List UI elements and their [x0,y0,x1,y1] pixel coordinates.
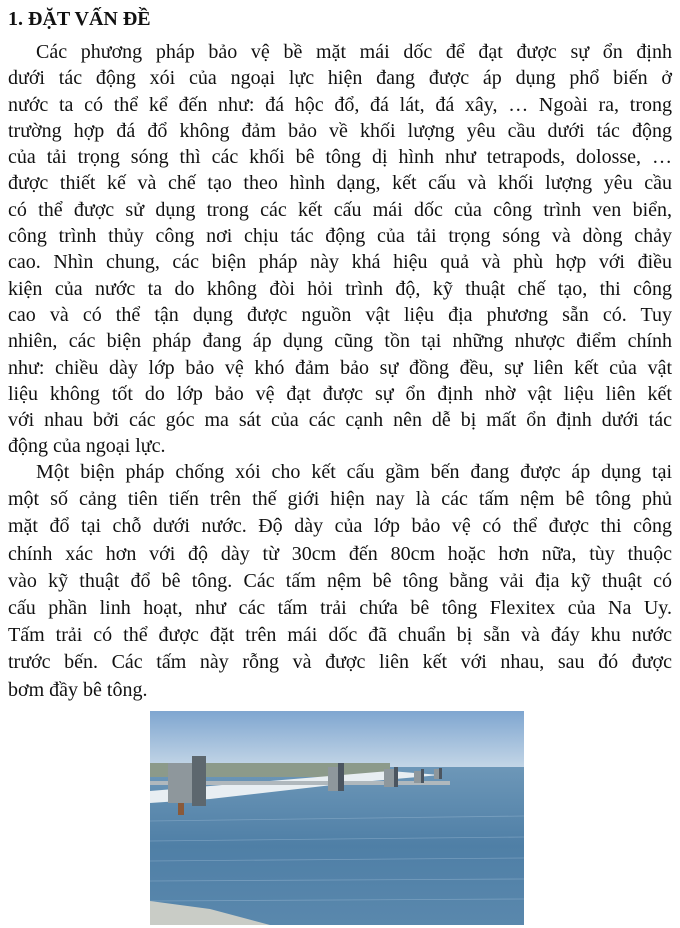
text-line: được thiết kế và chế tạo theo hình dạng, kết cấu và khối lượng yêu cầu [8,172,672,195]
text-line: nước ta có thể kể đến như: đá hộc đổ, đá lát, đá xây, … Ngoài ra, trong [8,93,672,116]
text-line: liệu không tốt do lớp bảo vệ đạt được sự ổn định nhờ vật liệu liên kết [8,382,672,405]
text-line: cao và có thể tận dụng được nguồn vật liệu địa phương sẵn có. Tuy [8,303,672,326]
harbor-photo [150,711,524,925]
paragraph-2 [8,459,672,704]
text-line: với nhau bởi các góc ma sát của các cạnh nên dễ bị mất ổn định dưới tác [8,409,672,432]
text-line: của tải trọng sóng thì các khối bê tông dị hình như tetrapods, dolosse, … [8,146,672,169]
sky [150,711,524,771]
text-line: Tấm trải có thể được đặt trên mái dốc đã chuẩn bị sẵn và đáy khu nước [8,624,672,647]
text-line: như: chiều dày lớp bảo vệ khó đảm bảo sự đồng đều, sự liên kết của vật [8,356,672,379]
text-line: kiện của nước ta do không đòi hỏi trình độ, kỹ thuật chế tạo, thi công [8,277,672,300]
text-line: vào kỹ thuật đổ bê tông. Các tấm nệm bê tông bằng vải địa kỹ thuật có [8,569,672,592]
text-line: công trình thủy công nơi chịu tác động của tải trọng sóng và dòng chảy [8,225,672,248]
text-line: một số cảng tiên tiến trên thế giới hiện nay là các tấm nệm bê tông phủ [8,488,672,511]
text-line: nhiên, các biện pháp đang áp dụng cũng tồn tại những nhược điểm chính [8,330,672,353]
text-line: dưới tác động xói của ngoại lực hiện đang được áp dụng phổ biến ở [8,67,672,90]
text-line: trước bến. Các tấm này rỗng và được liên kết với nhau, sau đó được [8,651,672,674]
text-line: cao. Nhìn chung, các biện pháp này khá hiệu quả và phù hợp với điều [8,251,672,274]
text-line: có thể được sử dụng trong các kết cấu mái dốc của công trình ven biển, [8,198,672,221]
text-line: Các phương pháp bảo vệ bề mặt mái dốc để đạt được sự ổn định [36,41,672,63]
section-heading: 1. ĐẶT VẤN ĐỀ [8,8,151,30]
text-line: động của ngoại lực. [8,435,166,458]
text-line: mặt đổ tại chỗ dưới nước. Độ dày của lớp bảo vệ có thể được thi công [8,515,672,538]
text-line: trường hợp đá đổ không đảm bảo về khối lượng yêu cầu dưới tác động [8,119,672,142]
text-line: bơm đầy bê tông. [8,678,148,701]
paragraph-1 [8,39,672,460]
text-line: cấu phần linh hoạt, như các tấm trải chứa bê tông Flexitex của Na Uy. [8,596,672,619]
text-line: Một biện pháp chống xói cho kết cấu gầm bến đang được áp dụng tại [36,461,672,483]
text-line: chính xác hơn với độ dày từ 30cm đến 80cm hoặc hơn nữa, tùy thuộc [8,542,672,565]
